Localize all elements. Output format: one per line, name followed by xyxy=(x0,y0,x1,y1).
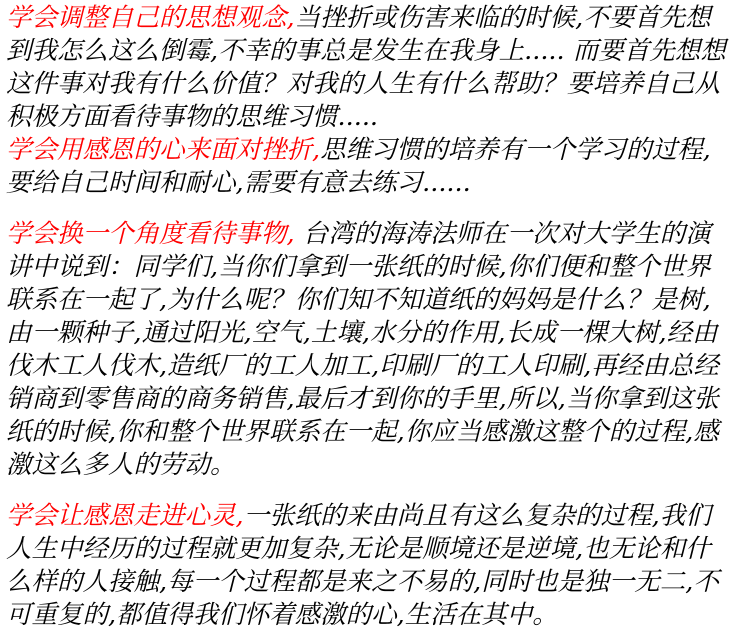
paragraph-gratitude-setback xyxy=(6,134,728,200)
document-page xyxy=(6,2,728,632)
paragraph-change-perspective xyxy=(6,218,728,482)
highlight-heading: 学会让感恩走进心灵, xyxy=(6,501,244,531)
paragraph-spacer xyxy=(6,200,728,218)
highlight-heading: 学会调整自己的思想观念, xyxy=(6,3,295,33)
highlight-heading: 学会用感恩的心来面对挫折, xyxy=(6,135,321,165)
paragraph-body: 思维习惯的培养有一个学习的过程,要给自己时间和耐心,需要有意去练习...... xyxy=(6,135,711,198)
paragraph-gratitude-heart xyxy=(6,500,728,632)
paragraph-body: 一张纸的来由尚且有这么复杂的过程,我们人生中经历的过程就更加复杂,无论是顺境还是逆境,也无论和什么样的人接触,每一个过程都是来之不易的,同时也是独一无二,不可重复的,都值得我们怀着感激的心,生活在其中。 xyxy=(6,501,719,630)
paragraph-body: 台湾的海涛法师在一次对大学生的演讲中说到：同学们,当你们拿到一张纸的时候,你们便和整个世界联系在一起了,为什么呢？你们知不知道纸的妈妈是什么？是树,由一颗种子,通过阳光,空气,土壤,水分的作用,长成一棵大树,经由伐木工人伐木,造纸厂的工人加工,印刷厂的工人印刷,再经由总经销商到零售商的商务销售,最后才到你的手里,所以,当你拿到这张纸的时候,你和整个世界联系在一起,你应当感激这整个的过程,感激这么多人的劳动。 xyxy=(6,219,719,480)
highlight-heading: 学会换一个角度看待事物, xyxy=(6,219,295,249)
paragraph-spacer xyxy=(6,482,728,500)
paragraph-body: 当挫折或伤害来临的时候,不要首先想到我怎么这么倒霉,不幸的事总是发生在我身上..... 而要首先想想这件事对我有什么价值？对我的人生有什么帮助？要培养自己从积极方面看待事物的思维习惯..... xyxy=(6,3,726,132)
paragraph-adjust-mindset xyxy=(6,2,728,134)
